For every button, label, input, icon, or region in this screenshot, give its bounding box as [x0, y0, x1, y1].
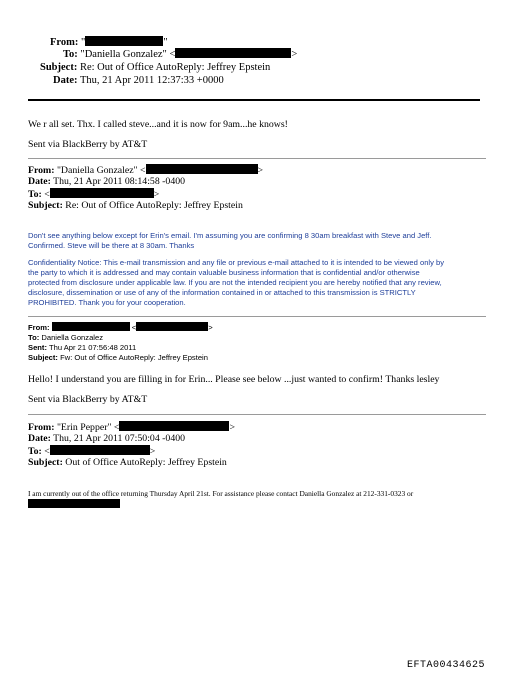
header-date-label: Date:: [53, 75, 78, 86]
redaction-block: [146, 164, 258, 174]
header-divider: [28, 99, 480, 101]
message3-sent-label: Sent:: [28, 343, 47, 352]
header-from-open: ": [81, 37, 86, 48]
message3-body: Hello! I understand you are filling in for Erin... Please see below ...just wanted to confirm! Thanks lesley: [28, 374, 440, 385]
header-to-row: [63, 48, 297, 61]
message4-subject-row: [28, 457, 227, 469]
redaction-block: [85, 36, 163, 46]
message4-date-value: Thu, 21 Apr 2011 07:50:04 -0400: [53, 433, 186, 444]
message4-date-label: Date:: [28, 433, 51, 444]
message4-to-close: >: [149, 446, 156, 457]
message1-signature: Sent via BlackBerry by AT&T: [28, 139, 148, 150]
message2-date-row: [28, 176, 185, 188]
message4-body: I am currently out of the office returning Thursday April 21st. For assistance please contact Daniella Gonzalez at 212-331-0323 or: [28, 489, 414, 498]
confidentiality-notice-line: the party to which it is addressed and may contain valuable business information that is confidential and/or otherwise: [28, 268, 420, 277]
message2-date-label: Date:: [28, 176, 51, 187]
message4-to-label: To:: [28, 446, 42, 457]
header-date-value: Thu, 21 Apr 2011 12:37:33 +0000: [79, 75, 224, 86]
redaction-block: [119, 421, 229, 431]
message2-to-label: To:: [28, 189, 42, 200]
header-from-label: From:: [50, 37, 79, 48]
header-to-label: To:: [63, 49, 78, 60]
redaction-block: [175, 48, 291, 58]
message2-subject-row: [28, 200, 243, 212]
message2-from-label: From:: [28, 165, 55, 176]
message4-from-label: From:: [28, 422, 55, 433]
confidentiality-notice-line: disclosure, dissemination or use of any of the information contained in or attached to this transmission is STRICTLY: [28, 288, 416, 297]
header-to-value: "Daniella Gonzalez" <: [80, 49, 176, 60]
message3-subject-label: Subject:: [28, 353, 58, 362]
message3-from-close: >: [208, 323, 213, 332]
divider: [28, 158, 486, 159]
confidentiality-notice-line: Confidentiality Notice: This e-mail transmission and any file or previous e-mail attached to it is intended to be viewed only by: [28, 258, 445, 267]
message3-subject-row: [28, 353, 208, 363]
message2-to-close: >: [153, 189, 160, 200]
message4-subject-label: Subject:: [28, 457, 63, 468]
message1-body: We r all set. Thx. I called steve...and it is now for 9am...he knows!: [28, 119, 288, 130]
redaction-block: [136, 322, 208, 331]
header-from-close: ": [163, 37, 168, 48]
message4-from-value: "Erin Pepper" <: [56, 422, 120, 433]
divider: [28, 414, 486, 415]
confidentiality-notice-line: protected from disclosure under applicable law. If you are not the intended recipient you are hereby notified that any review,: [28, 278, 442, 287]
divider: [28, 316, 486, 317]
confidentiality-notice-line: PROHIBITED. Thank you for your cooperation.: [28, 298, 186, 307]
bates-number: EFTA00434625: [407, 660, 486, 671]
message2-subject-value: Re: Out of Office AutoReply: Jeffrey Epstein: [65, 200, 243, 211]
message4-from-close: >: [229, 422, 235, 433]
message3-to-row: [28, 333, 103, 343]
message3-to-label: To:: [28, 333, 40, 342]
message3-subject-value: Fw: Out of Office AutoReply: Jeffrey Epstein: [60, 353, 208, 362]
message3-signature: Sent via BlackBerry by AT&T: [28, 394, 148, 405]
message2-to-value: <: [44, 189, 50, 200]
redaction-block: [28, 499, 120, 508]
redaction-block: [50, 445, 150, 455]
message4-date-row: [28, 433, 185, 445]
header-subject-row: [40, 61, 270, 74]
message2-body-line2: Confirmed. Steve will be there at 8 30am. Thanks: [28, 241, 195, 250]
redaction-block: [52, 322, 130, 331]
message3-to-value: Daniella Gonzalez: [41, 333, 104, 342]
header-subject-value: Re: Out of Office AutoReply: Jeffrey Epstein: [79, 62, 271, 73]
header-date-row: [53, 74, 224, 87]
message3-sent-value: Thu Apr 21 07:56:48 2011: [48, 343, 137, 352]
message4-subject-value: Out of Office AutoReply: Jeffrey Epstein: [65, 457, 227, 468]
message2-subject-label: Subject:: [28, 200, 63, 211]
message3-from-open: <: [131, 323, 137, 332]
message3-sent-row: [28, 343, 136, 353]
message3-from-row: [28, 322, 213, 333]
header-subject-label: Subject:: [40, 62, 78, 73]
message2-body-line1: Don't see anything below except for Erin's email. I'm assuming you are confirming 8 30am breakfast with Steve and Jeff.: [28, 231, 432, 240]
header-to-close: >: [291, 49, 298, 60]
redaction-block: [50, 188, 154, 198]
message2-date-value: Thu, 21 Apr 2011 08:14:58 -0400: [53, 176, 186, 187]
message4-to-value: <: [44, 446, 50, 457]
message3-from-label: From:: [28, 323, 50, 332]
message2-from-close: >: [257, 165, 264, 176]
message2-from-value: "Daniella Gonzalez" <: [56, 165, 146, 176]
